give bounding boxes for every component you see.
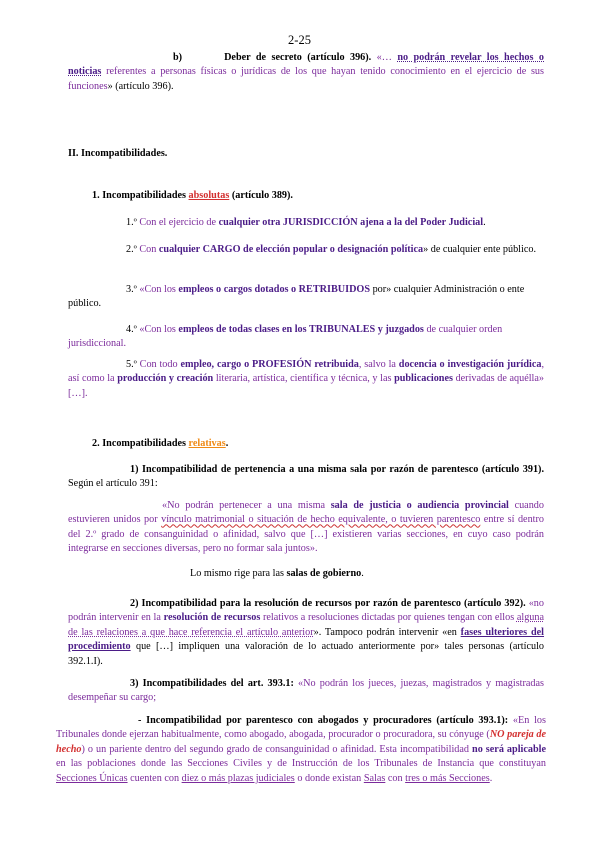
- secrecy-paragraph: b) Deber de secreto (artículo 396). «… no podrán revelar los hechos o noticias referentes a personas físicas o jurídicas de los que hayan tenido conocimiento en el ejercicio de sus funciones» (artículo 396).: [68, 52, 544, 92]
- relative-label: relativas: [188, 438, 226, 449]
- page-number: 2-25: [288, 33, 311, 47]
- relative-rule-2: 2) Incompatibilidad para la resolución de recursos por razón de parentesco (artículo 392). «no podrán intervenir en la resolución de recursos relativos a resoluciones dictadas por quienes tengan con ellos alguna de las relaciones a que hace referencia el artículo anterior». Tampoco podrán intervenir «en fases ulteriores del procedimiento que […] impliquen una valoración de lo actuado anteriormente por» tales personas (artículo 392.1.I).: [68, 598, 545, 667]
- absolute-item-1: 1.º Con el ejercicio de cualquier otra JURISDICCIÓN ajena a la del Poder Judicial.: [126, 217, 486, 228]
- section-title: II. Incompatibilidades.: [68, 148, 168, 159]
- relative-rule-3: 3) Incompatibilidades del art. 393.1: «No podrán los jueces, juezas, magistrados y magistradas desempeñar su cargo;: [68, 678, 544, 704]
- absolute-label: absolutas: [188, 190, 230, 201]
- relative-rule-3a: - Incompatibilidad por parentesco con abogados y procuradores (artículo 393.1): «En los Tribunales donde ejerzan habitualmente, como abogado, abogada, procurador o procuradora, su cónyuge (NO pareja de hecho) o un pariente dentro del segundo grado de consanguinidad o afinidad. Esta incompatibilidad no será aplicable en las poblaciones donde las Secciones Civiles y de Instrucción de los Tribunales de Instancia que constituyan Secciones Únicas cuenten con diez o más plazas judiciales o donde existan Salas con tres o más Secciones.: [56, 715, 546, 784]
- relative-heading: 2. Incompatibilidades relativas.: [92, 438, 229, 449]
- absolute-item-4: 4.º «Con los empleos de todas clases en los TRIBUNALES y juzgados de cualquier orden jurisdiccional.: [68, 324, 503, 350]
- same-rule-line: Lo mismo rige para las salas de gobierno.: [190, 568, 364, 579]
- secrecy-emphasis: no podrán revelar los hechos o noticias: [68, 52, 544, 78]
- intro-letter: b): [173, 52, 183, 63]
- secrecy-heading: Deber de secreto (artículo 396).: [224, 52, 372, 63]
- absolute-heading: 1. Incompatibilidades absolutas (artículo 389).: [92, 190, 293, 201]
- absolute-item-3: 3.º «Con los empleos o cargos dotados o RETRIBUIDOS por» cualquier Administración o ente público.: [68, 284, 525, 310]
- relative-rule-1: 1) Incompatibilidad de pertenencia a una misma sala por razón de parentesco (artículo 391). Según el artículo 391:: [68, 464, 544, 490]
- absolute-item-5: 5.º Con todo empleo, cargo o PROFESIÓN retribuida, salvo la docencia o investigación jurídica, así como la producción y creación literaria, artística, científica y técnica, y las publicaciones derivadas de aquélla» […].: [68, 359, 544, 399]
- absolute-item-2: 2.º Con cualquier CARGO de elección popular o designación política» de cualquier ente público.: [126, 244, 536, 255]
- relative-quote-1: «No podrán pertenecer a una misma sala de justicia o audiencia provincial cuando estuvieren unidos por vínculo matrimonial o situación de hecho equivalente, o tuvieren parentesco entre sí dentro del 2.º grado de consanguinidad o afinidad, salvo que […] existieren varias secciones, en cuyo caso podrán integrarse en secciones diversas, pero no formar sala juntos».: [68, 500, 544, 555]
